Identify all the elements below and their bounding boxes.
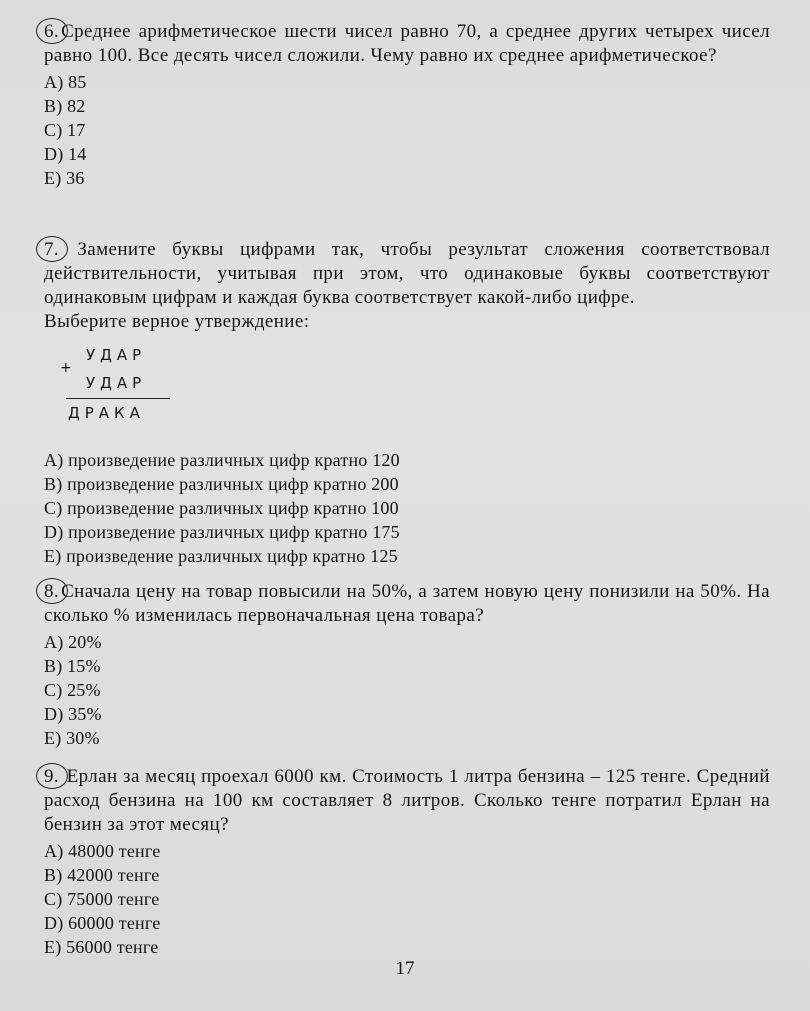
question-7-options	[44, 446, 770, 568]
option-b: B) 42000 тенге	[44, 865, 160, 885]
answer-options	[44, 448, 770, 568]
page-number: 17	[395, 958, 415, 979]
question-number: 8.	[44, 581, 60, 602]
option-a: A) произведение различных цифр кратно 120	[44, 450, 400, 470]
question-number: 7.	[44, 239, 60, 260]
question-text	[44, 20, 770, 68]
answer-options	[44, 630, 770, 750]
option-e: E) произведение различных цифр кратно 125	[44, 546, 398, 566]
answer-options	[44, 839, 770, 959]
question-body: Сначала цену на товар повысили на 50%, а затем новую цену понизили на 50%. На сколько % изменилась первоначальная цена товара?	[44, 581, 770, 626]
option-c: C) 75000 тенге	[44, 889, 160, 909]
plus-sign: +	[60, 360, 77, 376]
sum-line	[66, 398, 170, 399]
question-text	[44, 580, 770, 628]
question-body: Ерлан за месяц проехал 6000 км. Стоимость 1 литра бензина – 125 тенге. Средний расход бензина на 100 км составляет 8 литров. Сколько тенге потратил Ерлан на бензин за этот месяц?	[44, 766, 771, 835]
sum-result: ДРАКА	[68, 404, 145, 422]
question-text	[44, 238, 770, 310]
question-prompt: Выберите верное утверждение:	[44, 311, 310, 332]
question-6	[44, 20, 770, 190]
option-c: C) произведение различных цифр кратно 100	[44, 498, 399, 518]
question-8	[44, 580, 770, 750]
question-7	[44, 238, 770, 334]
option-e: E) 56000 тенге	[44, 937, 159, 957]
question-body: Среднее арифметическое шести чисел равно 70, а среднее других четырех чисел равно 100. Все десять чисел сложили. Чему равно их среднее арифметическое?	[44, 21, 770, 66]
option-b: B) 82	[44, 96, 86, 116]
option-b: B) произведение различных цифр кратно 200	[44, 474, 399, 494]
option-a: A) 48000 тенге	[44, 841, 161, 861]
question-number: 6.	[44, 21, 60, 42]
option-a: A) 85	[44, 72, 87, 92]
question-number: 9.	[44, 766, 60, 787]
option-d: D) 14	[44, 144, 87, 164]
question-9	[44, 765, 770, 959]
answer-options	[44, 70, 770, 190]
option-b: B) 15%	[44, 656, 101, 676]
option-a: A) 20%	[44, 632, 102, 652]
addend-1: УДАР	[86, 346, 147, 364]
option-c: C) 25%	[44, 680, 101, 700]
question-body: Замените буквы цифрами так, чтобы результат сложения соответствовал действительности, учитывая при этом, что одинаковые буквы соответствуют одинаковым цифрам и каждая буква соответствует какой-либо цифре.	[44, 239, 770, 308]
question-text	[44, 765, 770, 837]
option-d: D) 35%	[44, 704, 102, 724]
option-d: D) произведение различных цифр кратно 175	[44, 522, 400, 542]
option-e: E) 30%	[44, 728, 100, 748]
addend-2: УДАР	[86, 374, 147, 392]
option-e: E) 36	[44, 168, 85, 188]
option-d: D) 60000 тенге	[44, 913, 161, 933]
option-c: C) 17	[44, 120, 86, 140]
